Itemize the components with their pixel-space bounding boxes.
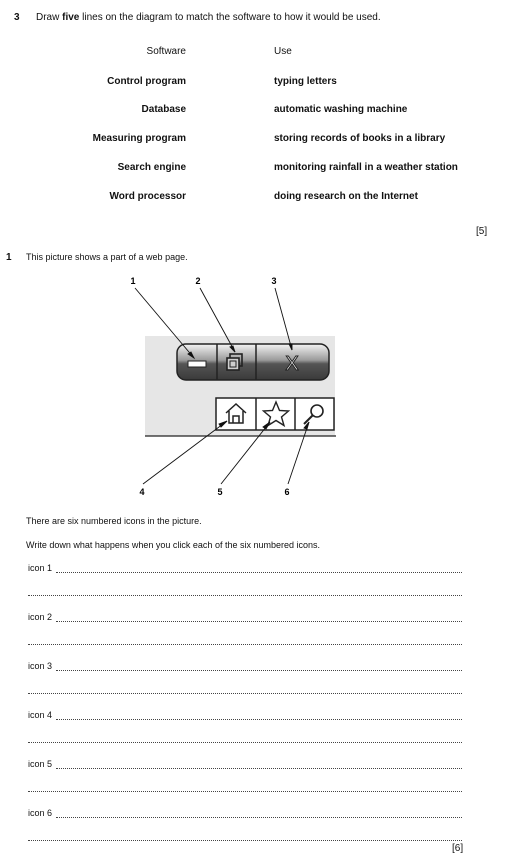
answer-label: icon 5 bbox=[28, 759, 53, 769]
software-item: Measuring program bbox=[92, 133, 186, 144]
software-item: Control program bbox=[107, 76, 186, 87]
question-1-intro: This picture shows a part of a web page. bbox=[26, 252, 188, 262]
use-header: Use bbox=[274, 46, 292, 57]
answer-label: icon 1 bbox=[28, 563, 53, 573]
callout-number: 3 bbox=[271, 276, 277, 286]
callout-number: 2 bbox=[195, 276, 201, 286]
callout-number: 4 bbox=[139, 487, 145, 497]
use-item: storing records of books in a library bbox=[274, 133, 446, 144]
answer-line[interactable] bbox=[56, 621, 462, 622]
answer-line[interactable] bbox=[28, 644, 462, 645]
question-3-instruction: Draw five lines on the diagram to match the software to how it would be used. bbox=[36, 12, 381, 23]
question-3-marks: [5] bbox=[476, 226, 488, 237]
use-item: automatic washing machine bbox=[274, 104, 408, 115]
use-item: doing research on the Internet bbox=[274, 191, 418, 202]
answer-label: icon 3 bbox=[28, 661, 53, 671]
answer-label: icon 4 bbox=[28, 710, 53, 720]
software-item: Database bbox=[141, 104, 186, 115]
software-header: Software bbox=[146, 46, 186, 57]
software-item: Word processor bbox=[109, 191, 186, 202]
answer-line[interactable] bbox=[56, 719, 462, 720]
answer-line[interactable] bbox=[28, 840, 462, 841]
use-item: typing letters bbox=[274, 76, 337, 87]
answer-line[interactable] bbox=[56, 768, 462, 769]
question-1-sentence-1: There are six numbered icons in the picture. bbox=[26, 516, 202, 526]
question-1-marks: [6] bbox=[452, 843, 464, 854]
answer-line[interactable] bbox=[28, 693, 462, 694]
callout-number: 1 bbox=[130, 276, 136, 286]
answer-line[interactable] bbox=[56, 670, 462, 671]
answer-line[interactable] bbox=[56, 817, 462, 818]
minimize-icon[interactable] bbox=[188, 361, 206, 367]
answer-line[interactable] bbox=[56, 572, 462, 573]
question-1-sentence-2: Write down what happens when you click each of the six numbered icons. bbox=[26, 540, 320, 550]
answer-line[interactable] bbox=[28, 791, 462, 792]
svg-text:X: X bbox=[285, 353, 299, 375]
callout-number: 5 bbox=[217, 487, 223, 497]
answer-label: icon 2 bbox=[28, 612, 53, 622]
question-1-number: 1 bbox=[6, 252, 12, 263]
close-icon[interactable] bbox=[285, 353, 298, 375]
question-3-number: 3 bbox=[14, 12, 20, 23]
web-page-diagram bbox=[0, 270, 507, 500]
answer-line[interactable] bbox=[28, 595, 462, 596]
answer-line[interactable] bbox=[28, 742, 462, 743]
callout-number: 6 bbox=[284, 487, 290, 497]
answer-label: icon 6 bbox=[28, 808, 53, 818]
use-item: monitoring rainfall in a weather station bbox=[274, 162, 458, 173]
software-item: Search engine bbox=[117, 162, 186, 173]
